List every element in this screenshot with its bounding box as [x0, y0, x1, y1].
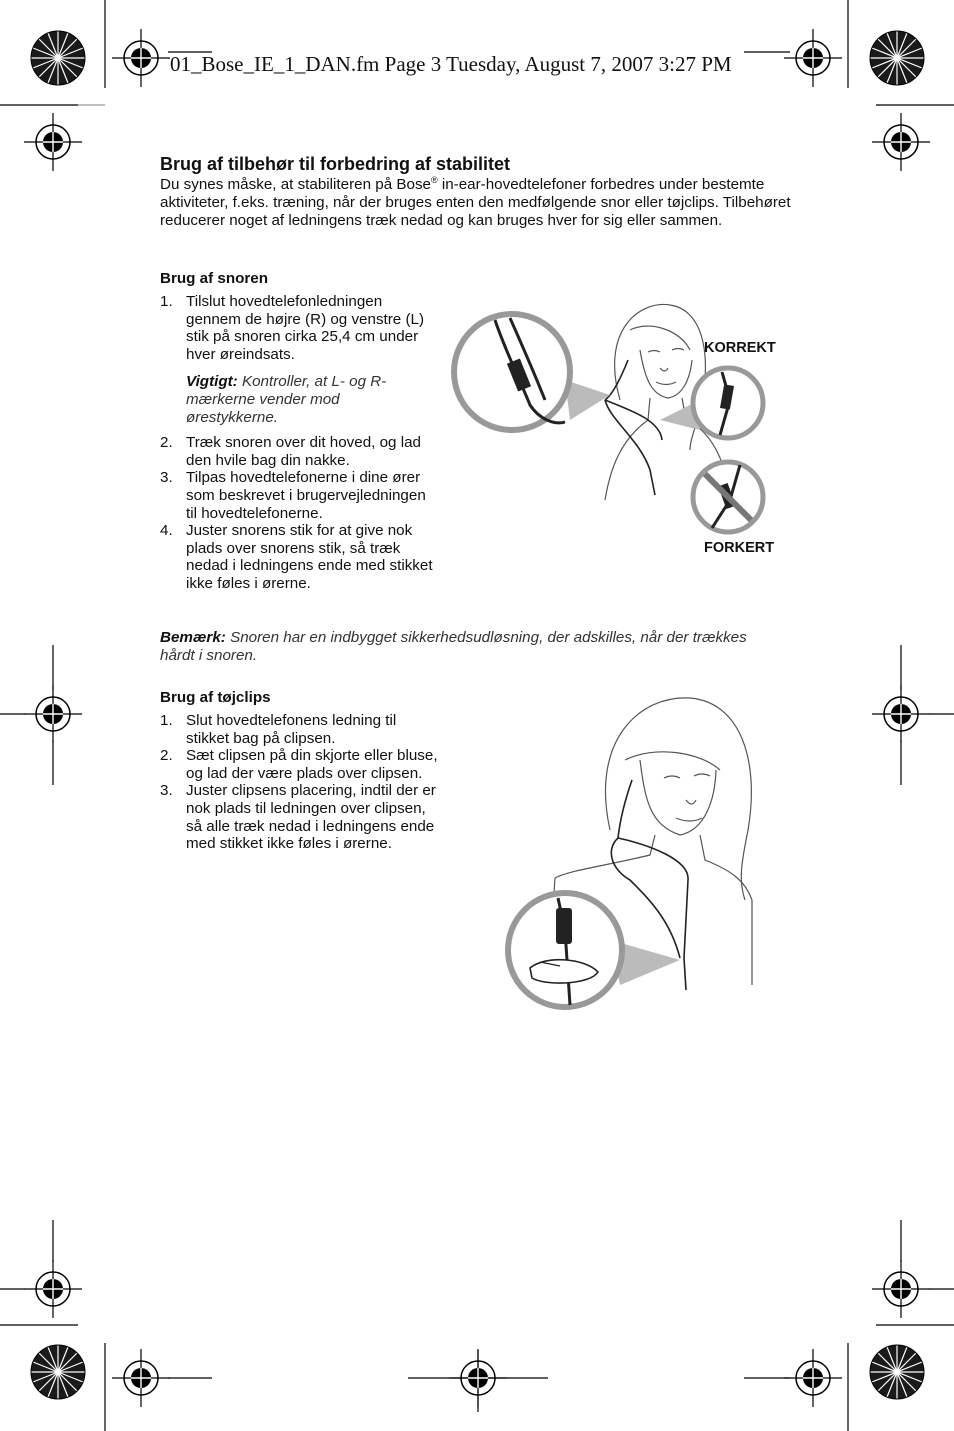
clip-step	[160, 712, 438, 747]
cord-step	[160, 522, 435, 592]
step-text: Tilslut hovedtelefonledningen gennem de højre (R) og venstre (L) stik på snoren cirka 25,4 cm under hver øreindsats.	[186, 293, 425, 363]
label-correct: KORREKT	[704, 340, 776, 356]
step-number: 2.	[160, 434, 173, 452]
cord-heading: Brug af snoren	[160, 270, 269, 287]
step-number: 3.	[160, 469, 173, 487]
step-number: 1.	[160, 712, 173, 729]
step-text: Sæt clipsen på din skjorte eller bluse, og lad der være plads over clipsen.	[186, 747, 438, 782]
clip-steps	[160, 712, 438, 853]
print-header-line: 01_Bose_IE_1_DAN.fm Page 3 Tuesday, August 7, 2007 3:27 PM	[170, 52, 732, 76]
important-text: Kontroller, at L- og R-mærkerne vender mod ørestykkerne.	[186, 373, 387, 426]
intro-text-end: in-ear-hovedtelefoner forbedres under bestemte aktiviteter, f.eks. træning, når der bruges enten den medfølgende snor eller tøjclips. Tilbehøret reducerer noget af ledningens træk nedad og kan bruges hver for sig eller sammen.	[160, 176, 791, 229]
step-text: Juster snorens stik for at give nok plads over snorens stik, så træk nedad i ledningens ende med stikket ikke føles i ørerne.	[186, 522, 433, 592]
cord-step	[160, 469, 435, 522]
step-text: Juster clipsens placering, indtil der er nok plads til ledningen over clipsen, så alle træk nedad i ledningens ende med stikket ikke føles i ørerne.	[186, 782, 436, 853]
clip-step	[160, 782, 438, 852]
cord-step	[160, 434, 435, 469]
step-number: 4.	[160, 522, 173, 540]
step-number: 1.	[160, 293, 173, 310]
step-number: 2.	[160, 747, 173, 765]
section-title: Brug af tilbehør til forbedring af stabilitet	[160, 154, 511, 174]
cord-step	[160, 293, 435, 363]
clip-step	[160, 747, 438, 782]
intro-paragraph	[160, 176, 800, 230]
step-text: Slut hovedtelefonens ledning til stikket bag på clipsen.	[186, 712, 397, 747]
step-number: 3.	[160, 782, 173, 800]
clip-heading: Brug af tøjclips	[160, 689, 271, 706]
safety-note	[160, 629, 780, 665]
cord-steps	[160, 293, 435, 593]
note-text: Snoren har en indbygget sikkerhedsudløsning, der adskilles, når der trækkes hårdt i snoren.	[160, 629, 747, 664]
intro-text-start: Du synes måske, at stabiliteren på Bose	[160, 176, 431, 193]
important-note	[186, 373, 435, 426]
registered-mark: ®	[430, 175, 438, 185]
important-label: Vigtigt:	[186, 373, 238, 391]
label-wrong: FORKERT	[704, 540, 775, 556]
step-text: Træk snoren over dit hoved, og lad den hvile bag din nakke.	[186, 434, 421, 469]
note-label: Bemærk:	[160, 629, 226, 646]
step-text: Tilpas hovedtelefonerne i dine ører som beskrevet i brugervejledningen til hovedtelefonerne.	[186, 469, 426, 522]
